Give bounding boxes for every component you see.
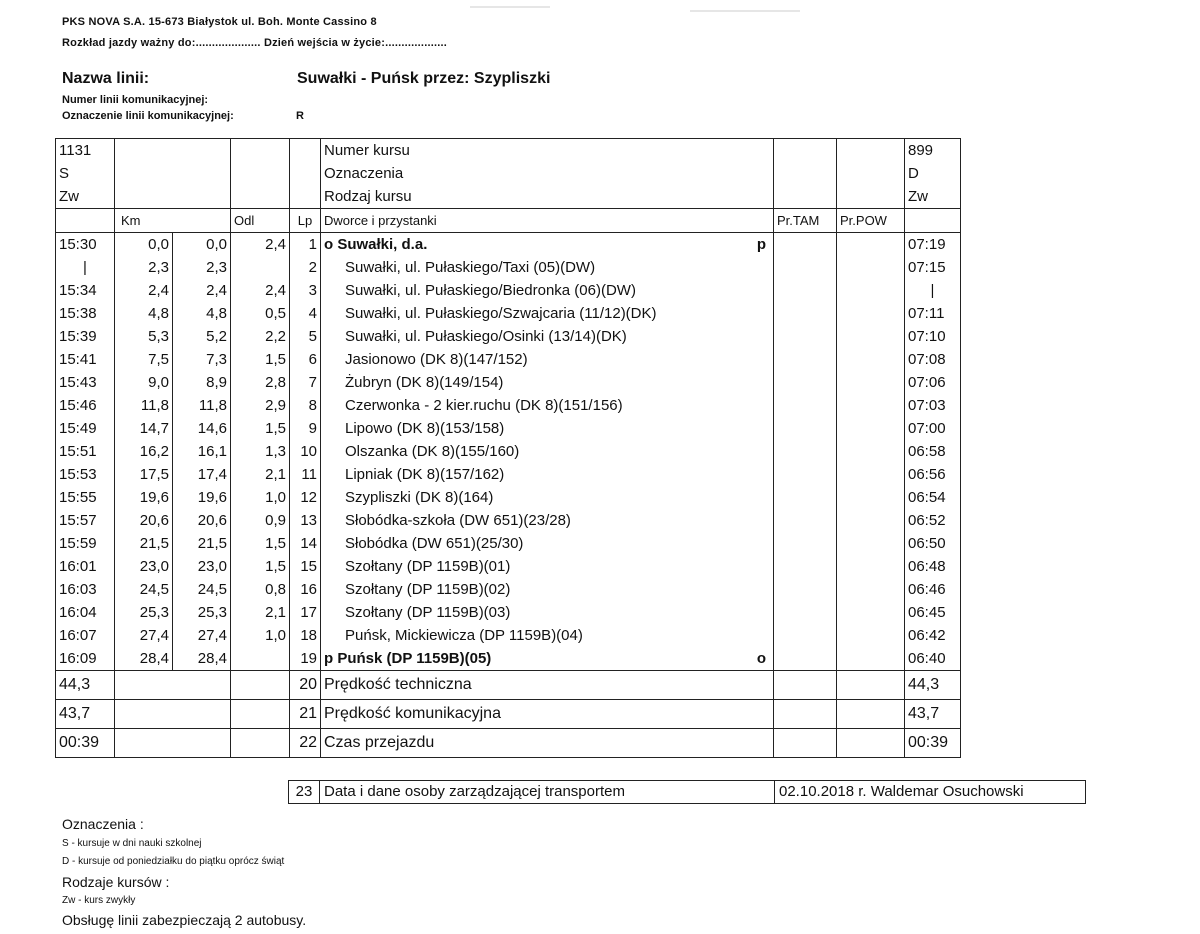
departure-time: 15:59 <box>56 532 115 555</box>
summary-value-left: 43,7 <box>56 700 115 729</box>
km-cumulative: 2,3 <box>115 256 173 279</box>
km-route: 2,4 <box>173 279 231 302</box>
summary-value-right: 44,3 <box>905 671 961 700</box>
stop-name <box>321 486 774 509</box>
summary-value-left: 00:39 <box>56 729 115 758</box>
stop-number: 2 <box>290 256 321 279</box>
km-cumulative: 4,8 <box>115 302 173 325</box>
empty-cell <box>837 700 905 729</box>
legend-s: S - kursuje w dni nauki szkolnej <box>62 838 202 849</box>
summary-row <box>56 700 961 729</box>
course-type-label: Rodzaj kursu <box>321 185 774 209</box>
table-row <box>56 371 961 394</box>
distance: 2,9 <box>231 394 290 417</box>
stop-name <box>321 463 774 486</box>
departure-time: 16:04 <box>56 601 115 624</box>
box23-lp: 23 <box>289 781 320 804</box>
distance: 1,0 <box>231 486 290 509</box>
pr-pow-cell <box>837 348 905 371</box>
pr-pow-cell <box>837 233 905 257</box>
summary-label: Prędkość techniczna <box>321 671 774 700</box>
km-route: 4,8 <box>173 302 231 325</box>
stop-name <box>321 509 774 532</box>
stop-name-text: Słobódka (DW 651)(25/30) <box>345 535 524 552</box>
empty-cell <box>837 162 905 185</box>
empty-cell <box>774 671 837 700</box>
stop-name <box>321 555 774 578</box>
scan-artifact <box>470 6 550 8</box>
departure-time: | <box>56 256 115 279</box>
return-time: 07:03 <box>905 394 961 417</box>
line-name: Suwałki - Puńsk przez: Szypliszki <box>297 70 551 87</box>
stop-name-text: Lipniak (DK 8)(157/162) <box>345 466 505 483</box>
empty-cell <box>115 729 231 758</box>
departure-time: 15:39 <box>56 325 115 348</box>
stop-name-text: Lipowo (DK 8)(153/158) <box>345 420 505 437</box>
pr-tam-cell <box>774 279 837 302</box>
table-row <box>56 233 961 257</box>
summary-number: 22 <box>290 729 321 758</box>
box23-value: 02.10.2018 r. Waldemar Osuchowski <box>775 781 1086 804</box>
stop-name-text: Suwałki, ul. Pułaskiego/Szwajcaria (11/12)(DK) <box>345 305 657 322</box>
pr-tam-cell <box>774 578 837 601</box>
stop-name <box>321 578 774 601</box>
pr-tam-cell <box>774 417 837 440</box>
distance: 1,5 <box>231 555 290 578</box>
stations-header: Dworce i przystanki <box>321 209 774 233</box>
departure-time: 15:57 <box>56 509 115 532</box>
return-time: 07:00 <box>905 417 961 440</box>
distance: 0,5 <box>231 302 290 325</box>
table-row <box>56 302 961 325</box>
stop-name <box>321 325 774 348</box>
km-cumulative: 23,0 <box>115 555 173 578</box>
stop-name <box>321 302 774 325</box>
buses-note: Obsługę linii zabezpieczają 2 autobusy. <box>62 912 307 928</box>
column-header-row <box>56 209 961 233</box>
pr-pow-cell <box>837 578 905 601</box>
empty-cell <box>837 729 905 758</box>
stop-name <box>321 233 774 257</box>
table-row <box>56 463 961 486</box>
pr-pow-cell <box>837 555 905 578</box>
pr-pow-cell <box>837 486 905 509</box>
stop-number: 4 <box>290 302 321 325</box>
pr-pow-cell <box>837 601 905 624</box>
company-address: PKS NOVA S.A. 15-673 Białystok ul. Boh. Monte Cassino 8 <box>62 16 377 28</box>
table-row <box>56 486 961 509</box>
km-cumulative: 24,5 <box>115 578 173 601</box>
distance: 1,5 <box>231 417 290 440</box>
stop-number: 9 <box>290 417 321 440</box>
table-row <box>56 601 961 624</box>
scan-artifact <box>690 10 800 12</box>
stop-name <box>321 601 774 624</box>
table-row <box>56 624 961 647</box>
empty-cell <box>905 209 961 233</box>
pr-pow-cell <box>837 440 905 463</box>
empty-cell <box>231 162 290 185</box>
timetable <box>55 138 961 758</box>
stop-name <box>321 417 774 440</box>
km-cumulative: 25,3 <box>115 601 173 624</box>
stop-name-text: Żubryn (DK 8)(149/154) <box>345 374 504 391</box>
lp-header: Lp <box>290 209 321 233</box>
line-number-label: Numer linii komunikacyjnej: <box>62 94 209 106</box>
table-row <box>56 578 961 601</box>
pr-tam-cell <box>774 348 837 371</box>
km-route: 20,6 <box>173 509 231 532</box>
pr-tam-cell <box>774 256 837 279</box>
empty-cell <box>774 185 837 209</box>
stop-name-text: Czerwonka - 2 kier.ruchu (DK 8)(151/156) <box>345 397 623 414</box>
pr-tam-cell <box>774 463 837 486</box>
km-route: 16,1 <box>173 440 231 463</box>
km-header: Km <box>115 209 231 233</box>
pr-tam-cell <box>774 325 837 348</box>
empty-cell <box>774 162 837 185</box>
return-time: 06:54 <box>905 486 961 509</box>
designations-title: Oznaczenia : <box>62 816 144 832</box>
stop-name-text: Szołtany (DP 1159B)(03) <box>345 604 511 621</box>
return-time: 07:08 <box>905 348 961 371</box>
empty-cell <box>290 162 321 185</box>
stop-name <box>321 279 774 302</box>
empty-cell <box>231 139 290 163</box>
stop-number: 3 <box>290 279 321 302</box>
return-time: 07:11 <box>905 302 961 325</box>
stop-number: 11 <box>290 463 321 486</box>
distance: 1,5 <box>231 348 290 371</box>
km-cumulative: 21,5 <box>115 532 173 555</box>
distance: 2,2 <box>231 325 290 348</box>
stop-name <box>321 440 774 463</box>
distance <box>231 647 290 671</box>
km-cumulative: 27,4 <box>115 624 173 647</box>
stop-name-text: Suwałki, ul. Pułaskiego/Osinki (13/14)(DK) <box>345 328 627 345</box>
return-time: 06:48 <box>905 555 961 578</box>
empty-cell <box>837 671 905 700</box>
distance: 0,8 <box>231 578 290 601</box>
designations-label: Oznaczenia <box>321 162 774 185</box>
stop-number: 17 <box>290 601 321 624</box>
course-number-row <box>56 139 961 163</box>
pr-tam-cell <box>774 509 837 532</box>
stop-number: 8 <box>290 394 321 417</box>
km-cumulative: 28,4 <box>115 647 173 671</box>
km-route: 8,9 <box>173 371 231 394</box>
distance: 1,3 <box>231 440 290 463</box>
return-time: 07:19 <box>905 233 961 257</box>
km-cumulative: 2,4 <box>115 279 173 302</box>
table-row <box>56 256 961 279</box>
return-time: 06:56 <box>905 463 961 486</box>
stop-name <box>321 256 774 279</box>
distance: 2,4 <box>231 233 290 257</box>
empty-cell <box>231 700 290 729</box>
km-cumulative: 7,5 <box>115 348 173 371</box>
summary-number: 21 <box>290 700 321 729</box>
stop-name-text: Suwałki, ul. Pułaskiego/Biedronka (06)(DW) <box>345 282 636 299</box>
line-designation-label: Oznaczenie linii komunikacyjnej: <box>62 110 234 122</box>
distance: 1,0 <box>231 624 290 647</box>
empty-cell <box>56 209 115 233</box>
stop-name <box>321 624 774 647</box>
odl-header: Odl <box>231 209 290 233</box>
empty-cell <box>115 162 231 185</box>
km-cumulative: 14,7 <box>115 417 173 440</box>
departure-time: 16:09 <box>56 647 115 671</box>
empty-cell <box>774 700 837 729</box>
km-route: 19,6 <box>173 486 231 509</box>
stop-name-text: Słobódka-szkoła (DW 651)(23/28) <box>345 512 571 529</box>
empty-cell <box>837 185 905 209</box>
empty-cell <box>837 139 905 163</box>
stop-number: 6 <box>290 348 321 371</box>
departure-time: 16:01 <box>56 555 115 578</box>
course-type-row <box>56 185 961 209</box>
stop-marker: o <box>756 650 766 667</box>
stop-name-text: Olszanka (DK 8)(155/160) <box>345 443 520 460</box>
stop-number: 14 <box>290 532 321 555</box>
pr-pow-cell <box>837 509 905 532</box>
table-row <box>56 417 961 440</box>
return-time: 06:58 <box>905 440 961 463</box>
km-route: 2,3 <box>173 256 231 279</box>
km-route: 23,0 <box>173 555 231 578</box>
pr-tam-cell <box>774 532 837 555</box>
pr-tam-cell <box>774 302 837 325</box>
departure-time: 16:03 <box>56 578 115 601</box>
pr-tam-cell <box>774 601 837 624</box>
return-time: 06:42 <box>905 624 961 647</box>
km-route: 14,6 <box>173 417 231 440</box>
pr-tam-cell <box>774 624 837 647</box>
summary-label: Czas przejazdu <box>321 729 774 758</box>
line-name-label: Nazwa linii: <box>62 70 150 87</box>
pr-pow-header: Pr.POW <box>837 209 905 233</box>
km-route: 25,3 <box>173 601 231 624</box>
km-cumulative: 0,0 <box>115 233 173 257</box>
km-cumulative: 19,6 <box>115 486 173 509</box>
pr-tam-cell <box>774 440 837 463</box>
departure-time: 15:51 <box>56 440 115 463</box>
departure-time: 15:53 <box>56 463 115 486</box>
stop-number: 19 <box>290 647 321 671</box>
return-time: 06:46 <box>905 578 961 601</box>
departure-time: 15:43 <box>56 371 115 394</box>
departure-time: 15:30 <box>56 233 115 257</box>
left-course-number: 1131 <box>56 139 115 163</box>
stop-number: 13 <box>290 509 321 532</box>
return-time: 07:10 <box>905 325 961 348</box>
stop-name-text: o Suwałki, d.a. <box>324 236 428 253</box>
table-row <box>56 279 961 302</box>
pr-pow-cell <box>837 371 905 394</box>
pr-pow-cell <box>837 417 905 440</box>
distance: 2,8 <box>231 371 290 394</box>
validity-line: Rozkład jazdy ważny do:.................... Dzień wejścia w życie:................... <box>62 37 447 49</box>
table-row <box>56 647 961 671</box>
stop-name-text: Suwałki, ul. Pułaskiego/Taxi (05)(DW) <box>345 259 596 276</box>
km-route: 21,5 <box>173 532 231 555</box>
pr-pow-cell <box>837 532 905 555</box>
table-row <box>56 509 961 532</box>
km-route: 11,8 <box>173 394 231 417</box>
pr-tam-cell <box>774 486 837 509</box>
types-title: Rodzaje kursów : <box>62 874 170 890</box>
km-cumulative: 17,5 <box>115 463 173 486</box>
departure-time: 15:49 <box>56 417 115 440</box>
km-cumulative: 11,8 <box>115 394 173 417</box>
stop-number: 15 <box>290 555 321 578</box>
right-course-number: 899 <box>905 139 961 163</box>
summary-value-right: 43,7 <box>905 700 961 729</box>
empty-cell <box>115 671 231 700</box>
stop-number: 7 <box>290 371 321 394</box>
left-course-type: Zw <box>56 185 115 209</box>
stop-number: 12 <box>290 486 321 509</box>
km-route: 7,3 <box>173 348 231 371</box>
stop-name-text: p Puńsk (DP 1159B)(05) <box>324 650 492 667</box>
km-cumulative: 16,2 <box>115 440 173 463</box>
line-designation: R <box>296 110 304 122</box>
legend-zw: Zw - kurs zwykły <box>62 895 136 906</box>
empty-cell <box>231 729 290 758</box>
return-time: 06:40 <box>905 647 961 671</box>
km-route: 17,4 <box>173 463 231 486</box>
stop-number: 16 <box>290 578 321 601</box>
stop-marker: p <box>756 236 766 253</box>
stop-name <box>321 348 774 371</box>
pr-pow-cell <box>837 647 905 671</box>
course-number-label: Numer kursu <box>321 139 774 163</box>
summary-value-right: 00:39 <box>905 729 961 758</box>
return-time: 06:52 <box>905 509 961 532</box>
km-cumulative: 5,3 <box>115 325 173 348</box>
km-cumulative: 20,6 <box>115 509 173 532</box>
empty-cell <box>115 185 231 209</box>
pr-pow-cell <box>837 394 905 417</box>
empty-cell <box>290 185 321 209</box>
return-time: 07:15 <box>905 256 961 279</box>
distance: 1,5 <box>231 532 290 555</box>
pr-tam-cell <box>774 555 837 578</box>
stop-name <box>321 647 774 671</box>
stop-name <box>321 371 774 394</box>
departure-time: 16:07 <box>56 624 115 647</box>
pr-pow-cell <box>837 624 905 647</box>
pr-tam-cell <box>774 394 837 417</box>
pr-pow-cell <box>837 325 905 348</box>
pr-pow-cell <box>837 279 905 302</box>
stop-name-text: Szołtany (DP 1159B)(01) <box>345 558 511 575</box>
empty-cell <box>231 185 290 209</box>
empty-cell <box>115 700 231 729</box>
return-time: 06:45 <box>905 601 961 624</box>
designation-row <box>56 162 961 185</box>
empty-cell <box>115 139 231 163</box>
distance: 2,1 <box>231 463 290 486</box>
pr-tam-header: Pr.TAM <box>774 209 837 233</box>
stop-name-text: Szypliszki (DK 8)(164) <box>345 489 494 506</box>
summary-row <box>56 729 961 758</box>
pr-tam-cell <box>774 371 837 394</box>
summary-row <box>56 671 961 700</box>
pr-tam-cell <box>774 647 837 671</box>
left-course-designation: S <box>56 162 115 185</box>
table-row <box>56 532 961 555</box>
table-row <box>56 394 961 417</box>
right-course-type: Zw <box>905 185 961 209</box>
distance: 2,1 <box>231 601 290 624</box>
transport-manager-box <box>288 780 1086 804</box>
summary-label: Prędkość komunikacyjna <box>321 700 774 729</box>
km-route: 28,4 <box>173 647 231 671</box>
stop-name-text: Szołtany (DP 1159B)(02) <box>345 581 511 598</box>
km-route: 0,0 <box>173 233 231 257</box>
stop-name-text: Jasionowo (DK 8)(147/152) <box>345 351 528 368</box>
empty-cell <box>290 139 321 163</box>
table-row <box>56 440 961 463</box>
right-course-designation: D <box>905 162 961 185</box>
departure-time: 15:41 <box>56 348 115 371</box>
empty-cell <box>774 729 837 758</box>
distance <box>231 256 290 279</box>
stop-number: 5 <box>290 325 321 348</box>
pr-pow-cell <box>837 463 905 486</box>
distance: 2,4 <box>231 279 290 302</box>
stop-name <box>321 394 774 417</box>
summary-value-left: 44,3 <box>56 671 115 700</box>
pr-tam-cell <box>774 233 837 257</box>
stop-name-text: Puńsk, Mickiewicza (DP 1159B)(04) <box>345 627 583 644</box>
departure-time: 15:38 <box>56 302 115 325</box>
table-row <box>56 325 961 348</box>
stop-number: 10 <box>290 440 321 463</box>
stop-number: 18 <box>290 624 321 647</box>
table-row <box>56 348 961 371</box>
stop-number: 1 <box>290 233 321 257</box>
km-route: 24,5 <box>173 578 231 601</box>
pr-pow-cell <box>837 256 905 279</box>
departure-time: 15:55 <box>56 486 115 509</box>
empty-cell <box>774 139 837 163</box>
table-row <box>56 555 961 578</box>
box23-label: Data i dane osoby zarządzającej transportem <box>320 781 775 804</box>
km-cumulative: 9,0 <box>115 371 173 394</box>
distance: 0,9 <box>231 509 290 532</box>
return-time: 06:50 <box>905 532 961 555</box>
summary-number: 20 <box>290 671 321 700</box>
departure-time: 15:46 <box>56 394 115 417</box>
pr-pow-cell <box>837 302 905 325</box>
legend-d: D - kursuje od poniedziałku do piątku oprócz świąt <box>62 856 285 867</box>
departure-time: 15:34 <box>56 279 115 302</box>
km-route: 27,4 <box>173 624 231 647</box>
return-time: 07:06 <box>905 371 961 394</box>
stop-name <box>321 532 774 555</box>
km-route: 5,2 <box>173 325 231 348</box>
return-time: | <box>905 279 961 302</box>
empty-cell <box>231 671 290 700</box>
